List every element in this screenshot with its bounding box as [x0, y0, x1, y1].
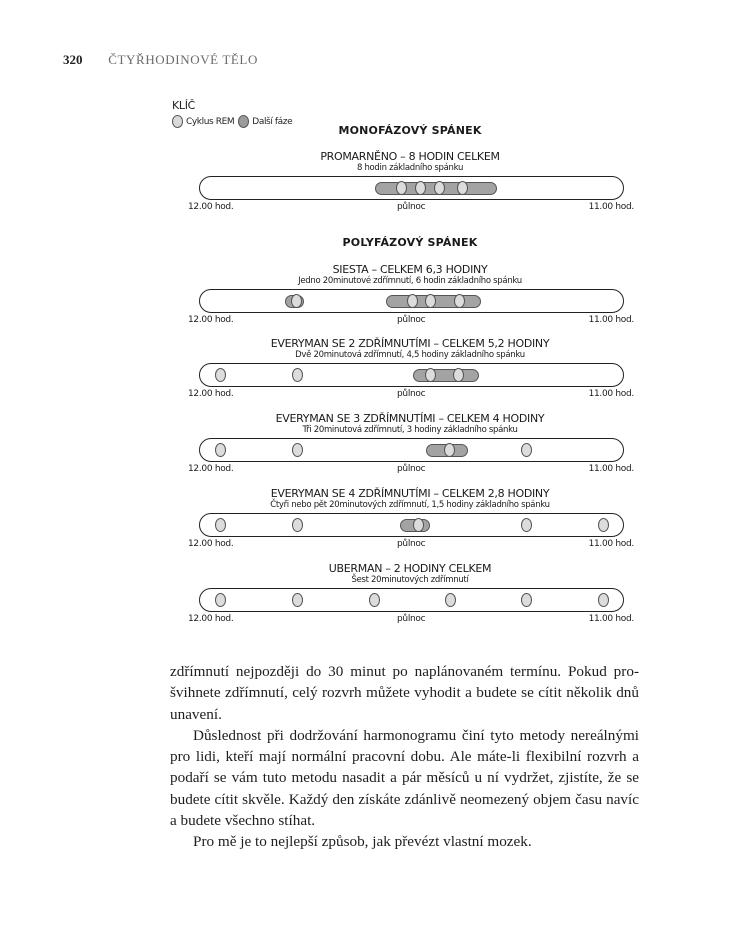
- schedule-siesta: [180, 263, 640, 327]
- schedule-uberman: [180, 562, 640, 626]
- axis-label-midnight: půlnoc: [397, 539, 426, 549]
- legend-label-other: Další fáze: [252, 116, 293, 127]
- timeline-track: [180, 438, 640, 464]
- rem-cycle-icon: [521, 518, 532, 532]
- axis-label-noon: 12.00 hod.: [188, 539, 234, 549]
- schedule-subtitle: Tři 20minutová zdřímnutí, 3 hodiny základního spánku: [302, 425, 518, 435]
- schedule-title: SIESTA – CELKEM 6,3 HODINY: [332, 263, 488, 276]
- rem-cycle-icon: [407, 294, 418, 308]
- timeline-outline: [199, 363, 624, 387]
- timeline-track: [180, 513, 640, 539]
- section-title-monophasic: MONOFÁZOVÝ SPÁNEK: [338, 124, 482, 137]
- schedule-title: EVERYMAN SE 2 ZDŘÍMNUTÍMI – CELKEM 5,2 HODINY: [270, 337, 550, 350]
- schedule-subtitle: Dvě 20minutová zdřímnutí, 4,5 hodiny základního spánku: [295, 350, 525, 360]
- axis-label-midnight: půlnoc: [397, 389, 426, 399]
- rem-cycle-icon: [425, 294, 436, 308]
- rem-cycle-icon: [434, 181, 445, 195]
- paragraph: zdřímnutí nejpozději do 30 minut po naplánovaném termínu. Pokud prošvihnete zdřímnutí, celý rozvrh můžete vyhodit a budete se cítit několik dnů unavení.: [170, 663, 639, 723]
- axis-label-noon: 12.00 hod.: [188, 464, 234, 474]
- axis-label-noon: 12.00 hod.: [188, 202, 234, 212]
- axis-label-11: 11.00 hod.: [588, 539, 634, 549]
- axis-label-noon: 12.00 hod.: [188, 315, 234, 325]
- section-title-polyphasic: POLYFÁZOVÝ SPÁNEK: [342, 236, 478, 249]
- running-head: [63, 52, 258, 68]
- schedule-everyman-4: [180, 487, 640, 551]
- rem-cycle-icon: [521, 593, 532, 607]
- book-title: ČTYŘHODINOVÉ TĚLO: [108, 52, 258, 67]
- axis-label-noon: 12.00 hod.: [188, 389, 234, 399]
- schedule-subtitle: Šest 20minutových zdřímnutí: [351, 575, 469, 585]
- axis-label-11: 11.00 hod.: [588, 389, 634, 399]
- timeline-axis: [180, 464, 640, 476]
- rem-cycle-icon: [292, 443, 303, 457]
- rem-cycle-icon: [598, 593, 609, 607]
- paragraph: Důslednost při dodržování harmonogramu činí tyto metody nereálnými pro lidi, kteří mají normální pracovní dobu. Ale máte-li flexibilní rozvrh a podaří se vám tuto metodu nasadit a pár měsíců u ní vydržet, zjistíte, že se budete cítit skvěle. Každý den získáte zdánlivě neomezený objem času navíc a budete všechno stíhat.: [170, 726, 639, 830]
- axis-label-noon: 12.00 hod.: [188, 614, 234, 624]
- schedule-wasted: [180, 150, 640, 214]
- timeline-axis: [180, 315, 640, 327]
- schedule-title: EVERYMAN SE 3 ZDŘÍMNUTÍMI – CELKEM 4 HODINY: [275, 412, 545, 425]
- rem-cycle-icon: [215, 443, 226, 457]
- rem-cycle-icon: [413, 518, 424, 532]
- rem-cycle-icon: [292, 368, 303, 382]
- axis-label-midnight: půlnoc: [397, 315, 426, 325]
- schedule-subtitle: 8 hodin základního spánku: [356, 163, 464, 173]
- rem-cycle-icon: [369, 593, 380, 607]
- paragraph: Pro mě je to nejlepší způsob, jak převézt vlastní mozek.: [193, 833, 532, 851]
- rem-cycle-icon: [215, 518, 226, 532]
- axis-label-midnight: půlnoc: [397, 614, 426, 624]
- timeline-axis: [180, 539, 640, 551]
- axis-label-11: 11.00 hod.: [588, 202, 634, 212]
- rem-cycle-icon: [444, 443, 455, 457]
- rem-cycle-icon: [396, 181, 407, 195]
- rem-cycle-icon: [292, 593, 303, 607]
- rem-cycle-icon: [521, 443, 532, 457]
- rem-cycle-icon: [215, 593, 226, 607]
- sleep-phase-bar: [413, 369, 479, 382]
- timeline-axis: [180, 202, 640, 214]
- rem-cycle-icon: [453, 368, 464, 382]
- schedule-everyman-3: [180, 412, 640, 476]
- timeline-outline: [199, 588, 624, 612]
- rem-cycle-icon: [457, 181, 468, 195]
- rem-cycle-icon: [454, 294, 465, 308]
- axis-label-midnight: půlnoc: [397, 464, 426, 474]
- schedule-title: UBERMAN – 2 HODINY CELKEM: [328, 562, 492, 575]
- schedule-title: EVERYMAN SE 4 ZDŘÍMNUTÍMI – CELKEM 2,8 HODINY: [270, 487, 550, 500]
- rem-cycle-icon: [292, 518, 303, 532]
- timeline-axis: [180, 614, 640, 626]
- timeline-track: [180, 289, 640, 315]
- timeline-axis: [180, 389, 640, 401]
- legend-label-rem: Cyklus REM: [186, 116, 235, 127]
- rem-cycle-icon: [415, 181, 426, 195]
- page-number: 320: [63, 52, 83, 67]
- body-text: [170, 661, 639, 853]
- rem-cycle-icon: [598, 518, 609, 532]
- schedule-title: PROMARNĚNO – 8 HODIN CELKEM: [320, 150, 500, 163]
- schedule-everyman-2: [180, 337, 640, 401]
- rem-cycle-icon: [215, 368, 226, 382]
- timeline-track: [180, 176, 640, 202]
- legend-title: KLÍČ: [172, 99, 196, 112]
- axis-label-11: 11.00 hod.: [588, 464, 634, 474]
- axis-label-11: 11.00 hod.: [588, 614, 634, 624]
- rem-cycle-icon: [425, 368, 436, 382]
- axis-label-midnight: půlnoc: [397, 202, 426, 212]
- schedule-subtitle: Jedno 20minutové zdřímnutí, 6 hodin základního spánku: [298, 276, 522, 286]
- timeline-track: [180, 363, 640, 389]
- timeline-track: [180, 588, 640, 614]
- rem-cycle-icon: [445, 593, 456, 607]
- rem-cycle-icon: [291, 294, 302, 308]
- timeline-outline: [199, 438, 624, 462]
- axis-label-11: 11.00 hod.: [588, 315, 634, 325]
- schedule-subtitle: Čtyři nebo pět 20minutových zdřímnutí, 1,5 hodiny základního spánku: [270, 500, 550, 510]
